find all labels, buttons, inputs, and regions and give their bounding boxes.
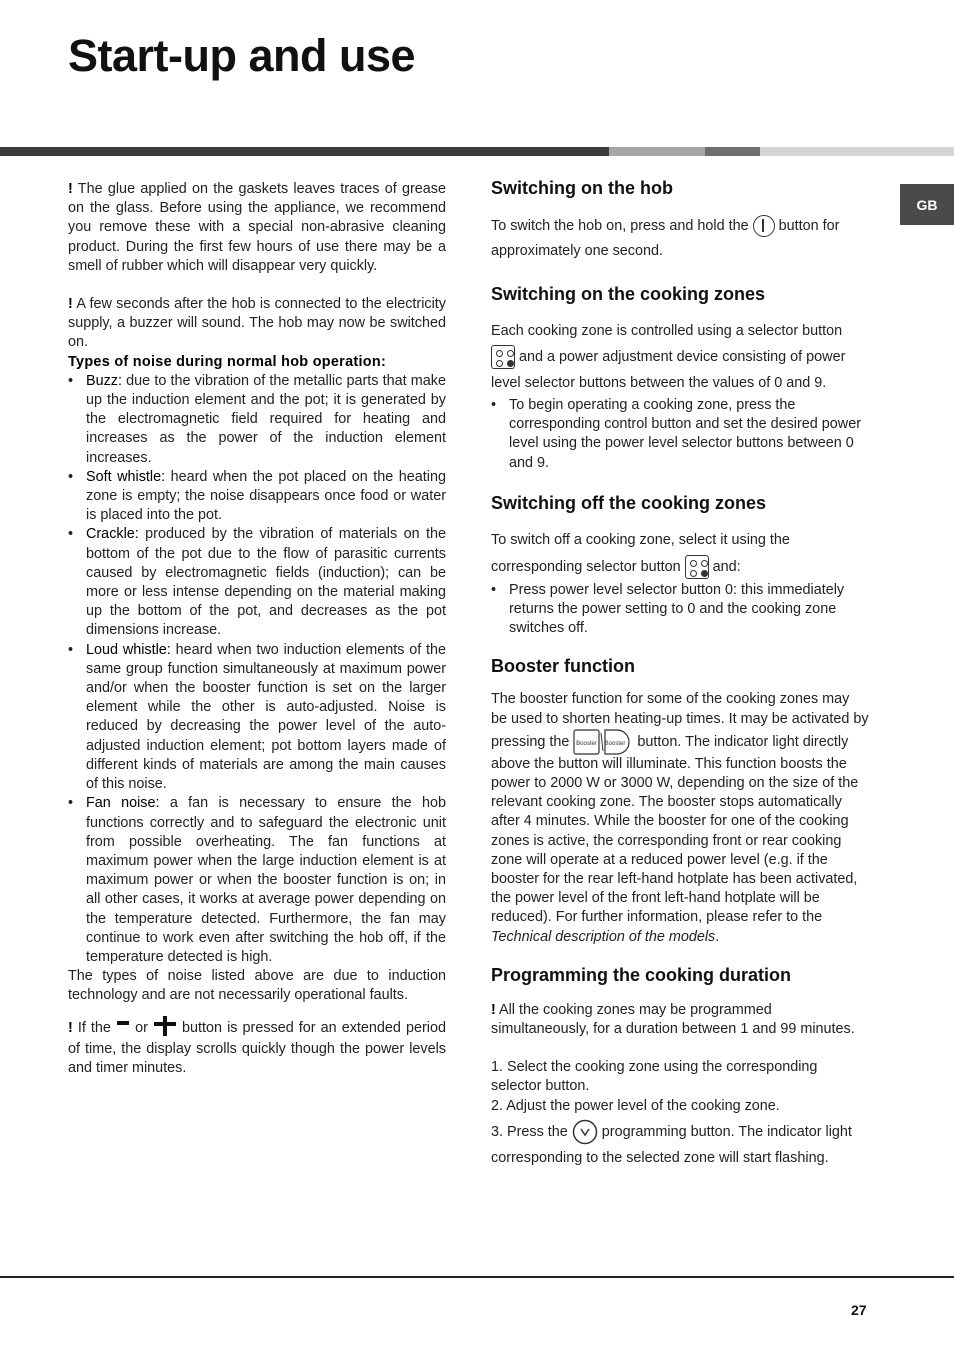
list-item	[68, 794, 446, 967]
prog-step-2: 2. Adjust the power level of the cooking zone.	[491, 1097, 780, 1114]
prog-note	[491, 1001, 869, 1039]
off-text-a: To switch off a cooking zone, select it using the corresponding selector button	[491, 531, 790, 575]
noise-desc: a fan is necessary to ensure the hob functions correctly and to safeguard the electronic unit from possible overheating. The fan functions at maximum power when the large induction element is at maximum power or when the booster function is on; in all other cases, it works at average power depending on the temperature detected. Furthermore, the fan may continue to work even after switching the hob off, if the temperature detected is high.	[86, 795, 446, 965]
zones-text-b: and a power adjustment device consisting of power level selector buttons between the values of 0 and 9.	[491, 349, 846, 391]
page-title: Start-up and use	[68, 30, 416, 81]
glue-note	[68, 180, 446, 276]
noise-term: Loud whistle:	[86, 641, 171, 658]
scroll-note	[68, 1016, 446, 1078]
booster-icon-label: Booster	[605, 740, 626, 747]
buzzer-note	[68, 295, 446, 353]
prog-step-3-b: programming button. The indicator light corresponding to the selected zone will start flashing.	[491, 1123, 852, 1167]
prog-note-text: All the cooking zones may be programmed simultaneously, for a duration between 1 and 99 minutes.	[491, 1001, 855, 1038]
selector-button-icon	[491, 345, 515, 369]
noise-footer: The types of noise listed above are due to induction technology and are not necessarily operational faults.	[68, 968, 446, 1004]
heading-switching-on-zones: Switching on the cooking zones	[491, 284, 766, 304]
minus-icon	[116, 1018, 130, 1038]
noise-desc: heard when two induction elements of the same group function simultaneously at maximum power and/or when the booster function is set on the larger element while the other is auto-adjusted. Noise is reduced by decreasing the power level of the auto-adjusted induction element; pot bottom layers made of different kinds of materials are among the main causes of this noise.	[86, 641, 447, 793]
header-band-light	[609, 147, 705, 156]
switch-on-text-a: To switch the hob on, press and hold the	[491, 218, 753, 234]
prog-step-1: 1. Select the cooking zone using the corresponding selector button.	[491, 1059, 818, 1095]
header-band-pale	[760, 147, 954, 156]
prog-step-3	[491, 1119, 869, 1171]
booster-reference: Technical description of the models	[491, 928, 716, 945]
off-text-b: and:	[708, 558, 741, 575]
page-number: 27	[851, 1302, 867, 1318]
buzzer-note-text: A few seconds after the hob is connected to the electricity supply, a buzzer will sound. The hob may now be switched on.	[68, 296, 446, 351]
warning-mark: !	[68, 296, 73, 313]
heading-switching-on-hob: Switching on the hob	[491, 178, 673, 198]
noise-term: Fan noise:	[86, 795, 160, 812]
footer-rule	[0, 1276, 954, 1278]
power-icon	[753, 215, 775, 237]
left-column	[68, 180, 446, 1078]
warning-mark: !	[491, 1001, 496, 1018]
booster-button-icon	[573, 729, 633, 755]
noise-desc: produced by the vibration of materials on the bottom of the pot due to the flow of parasitic currents caused by electromagnetic fields (induction); can be more or less intense depending on the material making up the bottom of the pot, and decreases as the pot dimensions increase.	[86, 526, 446, 639]
header-band-dark	[0, 147, 609, 156]
glue-note-text: The glue applied on the gaskets leaves traces of grease on the glass. Before using the appliance, we recommend you remove these with a special non-abrasive cleaning product. During the first few hours of use there may be a smell of rubber which will disappear very quickly.	[68, 181, 446, 274]
heading-programming: Programming the cooking duration	[491, 964, 792, 985]
booster-text-c: .	[715, 928, 720, 945]
right-column	[491, 176, 869, 1171]
list-item	[68, 468, 446, 526]
warning-mark: !	[68, 1019, 73, 1036]
list-item: • To begin operating a cooking zone, press the corresponding control button and set the desired power level using the power level selector buttons between 0 and 9.	[491, 396, 869, 473]
zones-text	[491, 318, 869, 396]
off-text	[491, 527, 869, 581]
header-band-mid	[705, 147, 760, 156]
language-tab: GB	[900, 184, 954, 225]
noise-desc: due to the vibration of the metallic parts that make up the induction element and the pot; it is generated by the electromagnetic field required for heating and increases as the power of the induction element increases.	[86, 372, 446, 466]
list-item: • Press power level selector button 0: this immediately returns the power setting to 0 and the cooking zone switches off.	[491, 581, 869, 639]
list-item	[68, 372, 446, 468]
plus-icon	[153, 1016, 177, 1040]
warning-mark: !	[68, 181, 73, 197]
selector-button-icon	[685, 555, 709, 579]
noise-term: Crackle:	[86, 526, 139, 543]
heading-booster-function: Booster function	[491, 656, 635, 677]
noise-heading: Types of noise during normal hob operation:	[68, 353, 387, 370]
prog-step-3-a: 3. Press the	[491, 1123, 572, 1140]
zones-text-a: Each cooking zone is controlled using a selector button	[491, 323, 843, 339]
booster-text	[491, 690, 869, 946]
clock-icon	[572, 1119, 598, 1145]
noise-term: Buzz:	[86, 372, 122, 389]
switch-on-text	[491, 214, 869, 264]
scroll-note-text: If the	[72, 1019, 116, 1036]
heading-switching-off-zones: Switching off the cooking zones	[491, 492, 767, 513]
scroll-note-text: button is pressed for an extended period of time, the display scrolls quickly though the power levels and timer minutes.	[68, 1019, 447, 1076]
list-item	[68, 525, 446, 640]
off-list	[491, 581, 869, 639]
noise-desc: heard when the pot placed on the heating zone is empty; the noise disappears once food or water is placed into the pot.	[86, 468, 446, 524]
noise-list	[68, 372, 446, 967]
booster-text-b: button. The indicator light directly above the button will illuminate. This function boosts the power to 2000 W or 3000 W, depending on the size of the relevant cooking zone. The booster stops automatically after 4 minutes. While the booster for one of the cooking zones is active, the corresponding front or rear cooking zone will operate at a reduced power level (e.g. if the booster for the rear left-hand hotplate has been activated, the power level of the front left-hand hotplate will be reduced). For further information, please refer to the	[491, 733, 859, 926]
zones-list	[491, 396, 869, 473]
booster-text-a: The booster function for some of the cooking zones may be used to shorten heating-up times. It may be activated by pressing the	[491, 691, 869, 750]
booster-icon-label: Booster	[576, 740, 598, 747]
switch-on-text-b: button for approximately one second.	[491, 218, 840, 259]
list-item	[68, 641, 446, 795]
noise-term: Soft whistle:	[86, 468, 166, 485]
scroll-note-text: or	[130, 1019, 153, 1036]
